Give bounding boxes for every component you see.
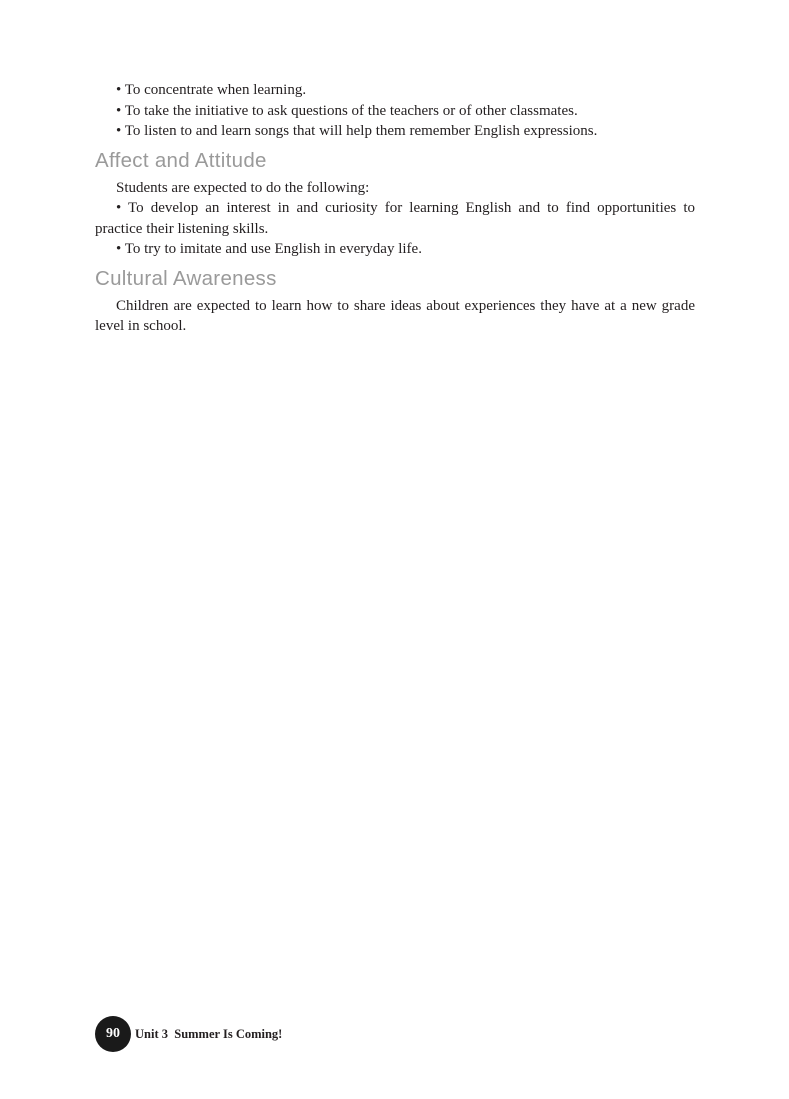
cultural-body: Children are expected to learn how to share ideas about experiences they have at a new grade level in school. bbox=[95, 297, 695, 334]
page-footer bbox=[95, 1016, 282, 1052]
bullet-imitate: • To try to imitate and use English in everyday life. bbox=[116, 241, 422, 257]
bullet-initiative: • To take the initiative to ask questions of the teachers or of other classmates. bbox=[116, 102, 578, 119]
page-content bbox=[95, 80, 695, 337]
bullet-songs: • To listen to and learn songs that will help them remember English expressions. bbox=[116, 123, 598, 139]
bullet-concentrate: • To concentrate when learning. bbox=[116, 82, 307, 98]
heading-cultural-awareness: Cultural Awareness bbox=[95, 266, 277, 290]
unit-title: Unit 3 Summer Is Coming! bbox=[135, 1026, 283, 1041]
page-number-badge: 90 bbox=[95, 1016, 131, 1052]
heading-affect-attitude: Affect and Attitude bbox=[95, 148, 267, 172]
bullet-interest: • To develop an interest in and curiosity for learning English and to find opportunities to practice their listening skills. bbox=[95, 200, 695, 237]
affect-intro: Students are expected to do the following: bbox=[116, 179, 370, 196]
